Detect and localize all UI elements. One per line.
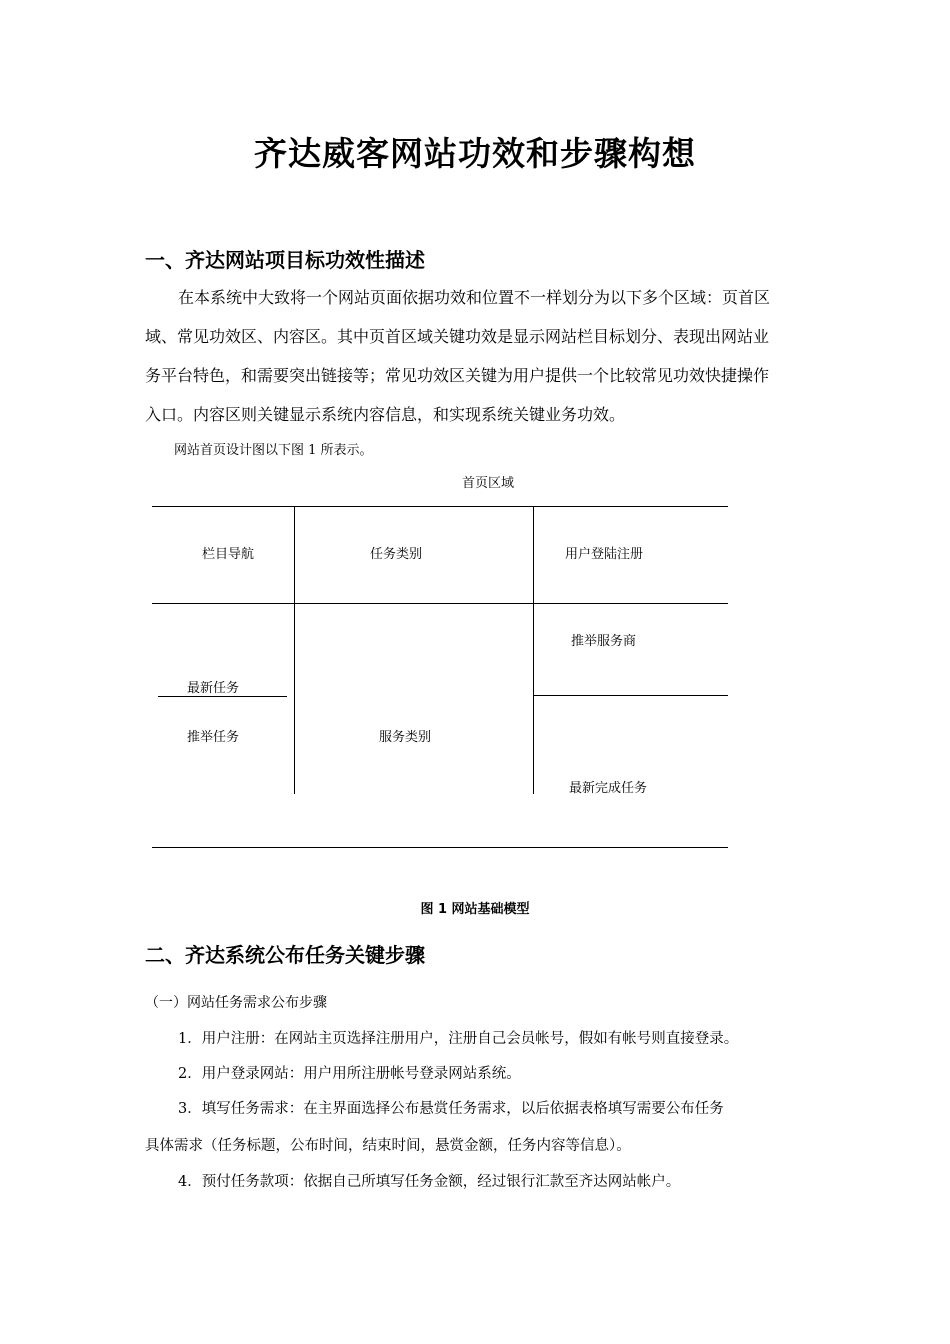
divider-line [533, 507, 534, 794]
diagram-latest-tasks-label: 最新任务 [187, 681, 240, 696]
diagram-task-category-label: 任务类别 [370, 547, 423, 562]
step-item: 3．填写任务需求：在主界面选择公布悬赏任务需求，以后依据表格填写需要公布任务 [178, 1101, 724, 1117]
paragraph-line: 域、常见功效区、内容区。其中页首区域关键功效是显示网站栏目标划分、表现出网站业 [145, 327, 770, 346]
step-item: 具体需求（任务标题，公布时间，结束时间，悬赏金额，任务内容等信息）。 [145, 1138, 631, 1154]
diagram-recommended-providers-label: 推举服务商 [571, 634, 637, 649]
diagram-service-category-label: 服务类别 [379, 730, 432, 745]
divider-line [294, 507, 295, 794]
step-item: 4．预付任务款项：依据自己所填写任务金额，经过银行汇款至齐达网站帐户。 [178, 1174, 681, 1190]
divider-line [158, 696, 287, 697]
divider-line [152, 847, 728, 848]
step-item: 1．用户注册：在网站主页选择注册用户，注册自己会员帐号，假如有帐号则直接登录。 [178, 1031, 739, 1047]
document-title: 齐达威客网站功效和步骤构想 [254, 134, 696, 173]
step-item: 2．用户登录网站：用户用所注册帐号登录网站系统。 [178, 1066, 521, 1082]
divider-line [152, 506, 728, 507]
figure-note: 网站首页设计图以下图 1 所表示。 [174, 443, 373, 458]
section-1-heading: 一、齐达网站项目标功效性描述 [145, 248, 425, 272]
divider-line [152, 603, 728, 604]
diagram-nav-label: 栏目导航 [202, 547, 255, 562]
diagram-recommended-tasks-label: 推举任务 [187, 730, 240, 745]
paragraph-line: 入口。内容区则关键显示系统内容信息，和实现系统关键业务功效。 [145, 405, 626, 424]
figure-caption: 图 1 网站基础模型 [420, 902, 530, 917]
diagram-header-label: 首页区域 [462, 476, 515, 491]
paragraph-line: 在本系统中大致将一个网站页面依据功效和位置不一样划分为以下多个区域：页首区 [178, 288, 771, 307]
divider-line [533, 695, 728, 696]
diagram-latest-completed-label: 最新完成任务 [569, 781, 648, 796]
subsection-heading: （一）网站任务需求公布步骤 [145, 995, 327, 1011]
section-2-heading: 二、齐达系统公布任务关键步骤 [145, 943, 425, 967]
diagram-user-login-label: 用户登陆注册 [565, 547, 644, 562]
paragraph-line: 务平台特色，和需要突出链接等；常见功效区关键为用户提供一个比较常见功效快捷操作 [145, 366, 770, 385]
